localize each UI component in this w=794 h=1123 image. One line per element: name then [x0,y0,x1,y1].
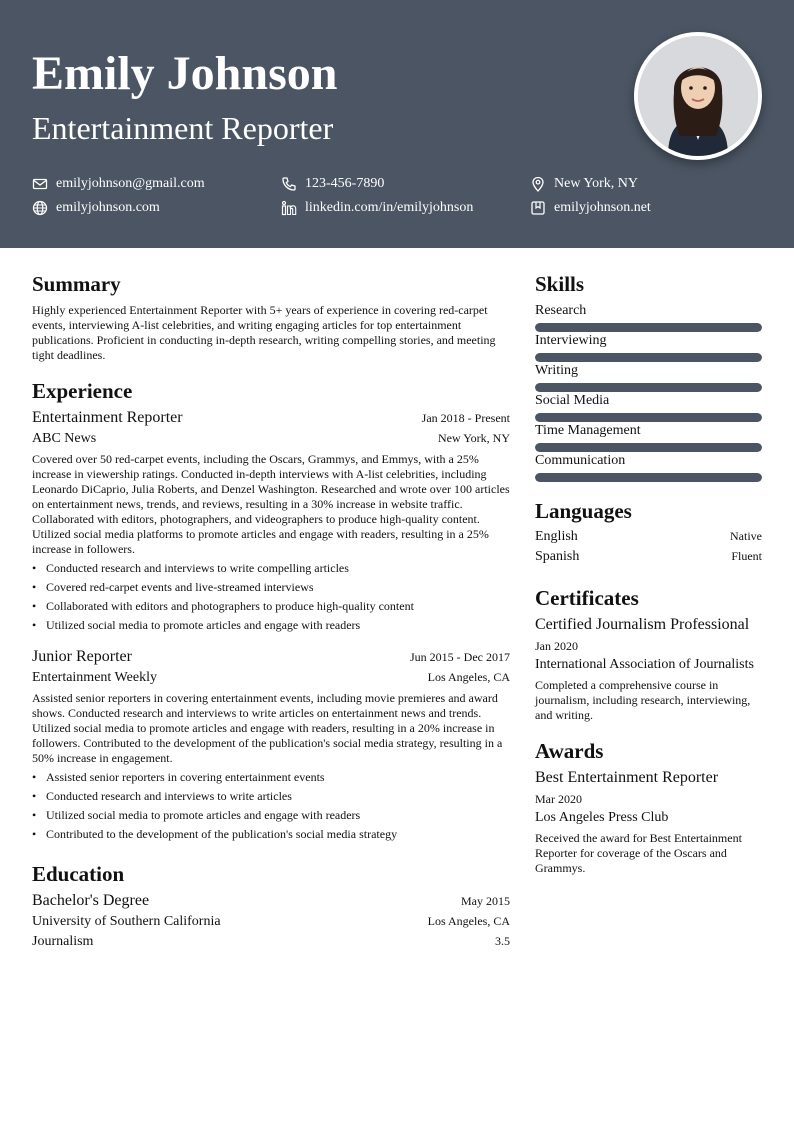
job-2-company: Entertainment Weekly [32,670,157,685]
contact-email[interactable] [32,175,205,193]
person-name: Emily Johnson [32,47,338,100]
skill-label: Research [535,303,587,318]
awards-heading: Awards [535,739,604,763]
skills-heading: Skills [535,272,585,296]
contact-location [530,175,638,193]
education-heading: Education [32,862,125,886]
list-item: • Assisted senior reporters in covering entertainment events [32,770,510,789]
skill-level-fill [535,443,762,452]
skill-level-fill [535,413,762,422]
location-text: New York, NY [554,176,639,191]
linkedin-text: linkedin.com/in/emilyjohnson [305,200,474,215]
education-location: Los Angeles, CA [427,914,510,928]
website-text: emilyjohnson.com [56,200,160,215]
skill-level-fill [535,473,762,482]
award-date: Mar 2020 [535,792,582,806]
list-item: • Conducted research and interviews to write compelling articles [32,561,510,580]
education-school: University of Southern California [32,914,221,929]
certificate-name: Certified Journalism Professional [535,616,750,633]
job-1-role: Entertainment Reporter [32,409,183,426]
list-item: • Utilized social media to promote articles and engage with readers [32,618,510,637]
job-2-location: Los Angeles, CA [427,670,510,684]
job-1-subheader [32,431,510,447]
list-item: • Utilized social media to promote articles and engage with readers [32,808,510,827]
certificate-description: Completed a comprehensive course in journalism, including research, interviewing, and writing. [535,678,751,722]
skill-level-bar [535,323,762,332]
skill-label: Writing [535,363,578,378]
job-1-header [32,409,510,427]
experience-heading: Experience [32,379,133,403]
globe-icon [32,200,48,216]
education-field-row [32,934,510,950]
job-1-description: Covered over 50 red-carpet events, including the Oscars, Grammys, and Emmys, with a 25% increase in viewership ratings. Conducted in-depth interviews with A-list celebrities, including Leonardo DiCaprio, Julia Roberts, and Denzel Washington. Researched and wrote over 100 articles on entertainment news, trends, and reviews, resulting in a 30% increase in website traffic. Collaborated with editors, photographers, and videographers to produce high-quality content. Utilized social media platforms to promote articles and engage with readers, resulting in a 25% increase in followers. [32,452,510,556]
skill-level-bar [535,353,762,362]
award-issuer: Los Angeles Press Club [535,810,669,825]
award-name: Best Entertainment Reporter [535,769,719,786]
education-school-row [32,914,510,930]
linkedin-icon [281,200,297,216]
language-row-spanish [535,549,762,565]
job-2-subheader [32,670,510,686]
profile-portrait-icon [638,36,758,156]
list-item: • Covered red-carpet events and live-streamed interviews [32,580,510,599]
phone-icon [281,176,297,192]
resume-header [0,0,794,248]
phone-text: 123-456-7890 [305,176,385,191]
job-1-company: ABC News [32,431,97,446]
job-1-bullets [32,561,510,637]
profile-photo [634,32,762,160]
language-level: Fluent [731,549,762,563]
certificate-date: Jan 2020 [535,639,578,653]
list-item: • Conducted research and interviews to write articles [32,789,510,808]
education-gpa: 3.5 [495,934,510,948]
skill-label: Communication [535,453,626,468]
skill-level-bar [535,413,762,422]
job-2-bullets [32,770,510,846]
skill-level-bar [535,383,762,392]
bookmark-page-icon [530,200,546,216]
contact-blog[interactable] [530,199,651,217]
job-2-description: Assisted senior reporters in covering entertainment events, including movie premieres and award shows. Conducted research and interviews to write articles on entertainment news and trends. Utilized social media to promote articles and engage with readers, resulting in a 20% increase in followers. Contributed to the development of the publication's social media strategy, resulting in a 50% increase in engagement. [32,691,503,765]
education-field: Journalism [32,934,94,949]
blog-text: emilyjohnson.net [554,200,651,215]
language-row-english [535,529,762,545]
summary-heading: Summary [32,272,121,296]
skill-level-bar [535,443,762,452]
award-description: Received the award for Best Entertainment Reporter for coverage of the Oscars and Grammys. [535,831,742,875]
job-1-dates: Jan 2018 - Present [421,411,510,425]
language-level: Native [730,529,762,543]
summary-text: Highly experienced Entertainment Reporter with 5+ years of experience in covering red-carpet events, interviewing A-list celebrities, and writing engaging articles for top entertainment publications. Proficient in conducting in-depth research, writing compelling stories, and meeting tight deadlines. [32,303,496,362]
job-2-header [32,648,510,666]
contact-phone[interactable] [281,175,384,193]
email-text: emilyjohnson@gmail.com [56,176,205,191]
job-1-location: New York, NY [437,431,510,445]
skill-level-fill [535,383,762,392]
mail-icon [32,176,48,192]
contact-linkedin[interactable] [281,199,473,217]
contact-website[interactable] [32,199,160,217]
list-item: • Contributed to the development of the publication's social media strategy [32,827,510,846]
list-item: • Collaborated with editors and photographers to produce high-quality content [32,599,510,618]
education-degree-row [32,892,510,910]
skill-label: Social Media [535,393,610,408]
languages-heading: Languages [535,499,632,523]
education-degree: Bachelor's Degree [32,892,150,909]
skill-label: Time Management [535,423,641,438]
language-name: English [535,529,578,544]
education-date: May 2015 [461,894,510,908]
job-title: Entertainment Reporter [32,110,334,146]
job-2-dates: Jun 2015 - Dec 2017 [410,650,510,664]
skill-level-bar [535,473,762,482]
skill-level-fill [535,323,762,332]
certificates-heading: Certificates [535,586,639,610]
skill-level-fill [535,353,762,362]
certificate-issuer: International Association of Journalists [535,657,754,672]
job-2-role: Junior Reporter [32,648,132,665]
language-name: Spanish [535,549,580,564]
map-pin-icon [530,176,546,192]
skill-label: Interviewing [535,333,607,348]
